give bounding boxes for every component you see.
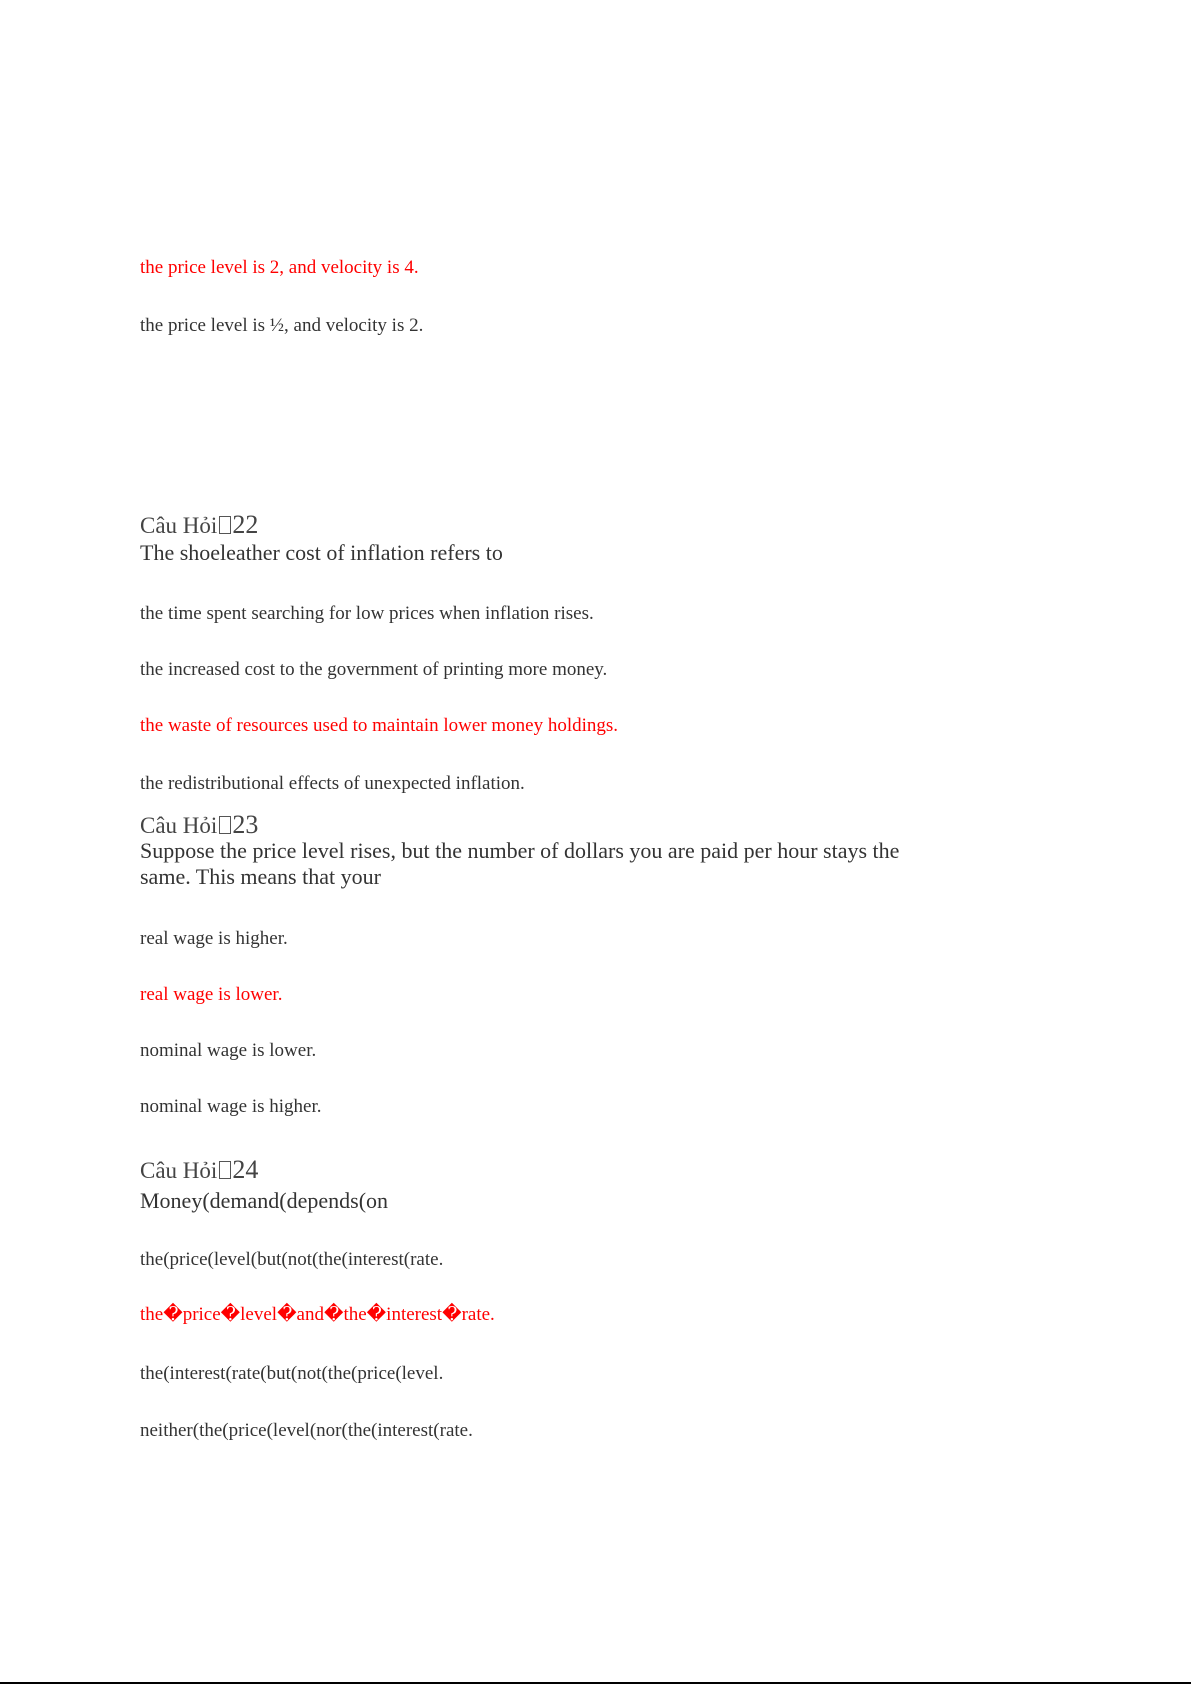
missing-glyph-box bbox=[219, 1161, 231, 1179]
answer-option-correct: the price level is 2, and velocity is 4. bbox=[140, 257, 419, 278]
question-number: 24 bbox=[232, 1155, 259, 1184]
page-bottom-rule bbox=[0, 1682, 1191, 1684]
question-heading bbox=[140, 1157, 258, 1183]
answer-option: nominal wage is higher. bbox=[140, 1096, 322, 1117]
answer-option-correct: the�price�level�and�the�interest�rate. bbox=[140, 1304, 495, 1325]
missing-glyph-box bbox=[219, 816, 231, 834]
answer-option: the time spent searching for low prices when inflation rises. bbox=[140, 603, 594, 624]
question-text: The shoeleather cost of inflation refers to bbox=[140, 540, 503, 565]
question-number: 22 bbox=[232, 510, 259, 539]
answer-option: the redistributional effects of unexpected inflation. bbox=[140, 773, 525, 794]
answer-option-correct: real wage is lower. bbox=[140, 984, 283, 1005]
answer-option: neither(the(price(level(nor(the(interest(rate. bbox=[140, 1420, 473, 1441]
answer-option: nominal wage is lower. bbox=[140, 1040, 317, 1061]
answer-option: the(price(level(but(not(the(interest(rate. bbox=[140, 1249, 444, 1270]
question-number: 23 bbox=[232, 810, 259, 839]
question-label: Câu Hỏi bbox=[140, 513, 218, 538]
question-text: Suppose the price level rises, but the number of dollars you are paid per hour stays the same. This means that your bbox=[140, 838, 900, 889]
question-heading bbox=[140, 512, 258, 538]
answer-option: real wage is higher. bbox=[140, 928, 288, 949]
missing-glyph-box bbox=[219, 516, 231, 534]
answer-option: the increased cost to the government of printing more money. bbox=[140, 659, 608, 680]
question-label: Câu Hỏi bbox=[140, 813, 218, 838]
answer-option: the price level is ½, and velocity is 2. bbox=[140, 315, 424, 336]
answer-option-correct: the waste of resources used to maintain lower money holdings. bbox=[140, 715, 619, 736]
question-label: Câu Hỏi bbox=[140, 1158, 218, 1183]
answer-option: the(interest(rate(but(not(the(price(level. bbox=[140, 1363, 444, 1384]
question-heading bbox=[140, 812, 258, 838]
question-text: Money(demand(depends(on bbox=[140, 1188, 389, 1213]
